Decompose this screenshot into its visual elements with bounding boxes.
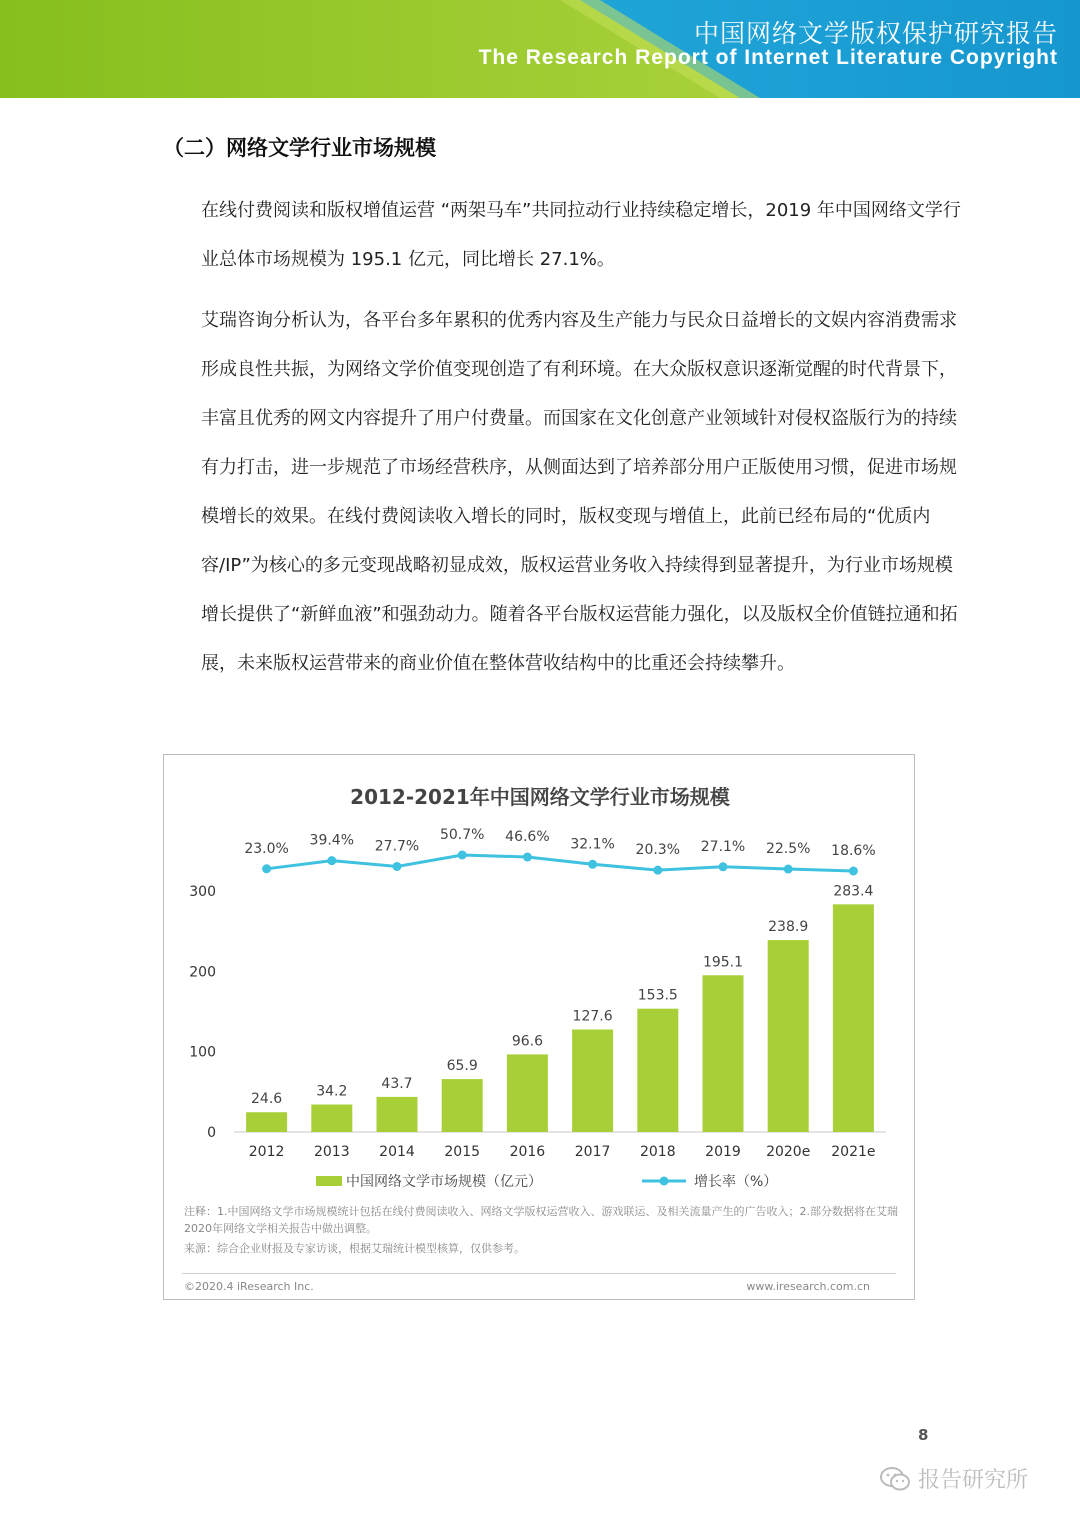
growth-rate-point	[719, 862, 728, 871]
watermark-text: 报告研究所	[918, 1468, 1029, 1493]
bar	[246, 1112, 287, 1132]
growth-rate-point	[262, 864, 271, 873]
growth-rate-label: 20.3%	[635, 842, 681, 859]
bar-value-label: 153.5	[637, 987, 678, 1004]
chart-note: 注释：1.中国网络文学市场规模统计包括在线付费阅读收入、网络文学版权运营收入、游戏联运、及相关流量产生的广告收入；2.部分数据将在艾瑞2020年网络文学相关报告中做出调整。	[184, 1205, 898, 1235]
growth-rate-label: 27.7%	[374, 838, 420, 855]
bar-value-label: 96.6	[511, 1033, 543, 1050]
bar-value-label: 195.1	[702, 954, 744, 971]
bar-value-label: 238.9	[768, 919, 809, 936]
chart-copyright: ©2020.4 iResearch Inc.	[184, 1280, 314, 1293]
x-tick-label: 2016	[509, 1144, 546, 1160]
page-header	[0, 0, 1080, 98]
legend-line-marker	[660, 1177, 669, 1186]
bar-value-label: 65.9	[446, 1058, 478, 1075]
growth-rate-point	[588, 860, 597, 869]
page-number: 8	[918, 1426, 929, 1444]
bar	[768, 940, 809, 1132]
growth-rate-label: 39.4%	[309, 832, 355, 849]
bar	[833, 904, 874, 1132]
x-tick-label: 2020e	[766, 1144, 811, 1160]
growth-rate-point	[784, 865, 793, 874]
bar	[442, 1079, 483, 1132]
growth-rate-label: 22.5%	[765, 841, 811, 858]
market-size-chart	[164, 755, 916, 1195]
x-tick-label: 2017	[574, 1144, 611, 1160]
growth-rate-label: 32.1%	[570, 836, 615, 853]
growth-rate-label: 18.6%	[831, 843, 876, 859]
growth-rate-label: 23.0%	[244, 840, 289, 857]
paragraph-1: 在线付费阅读和版权增值运营 “两架马车”共同拉动行业持续稳定增长，2019 年中国网络文学行业总体市场规模为 195.1 亿元，同比增长 27.1%。	[201, 200, 961, 270]
chart-container	[163, 754, 915, 1300]
section-title: （二）网络文学行业市场规模	[163, 136, 436, 160]
bar-value-label: 283.4	[833, 883, 874, 900]
bar	[507, 1054, 548, 1132]
chart-title: 2012-2021年中国网络文学行业市场规模	[350, 785, 730, 809]
chart-source: 来源：综合企业财报及专家访谈，根据艾瑞统计模型核算，仅供参考。	[184, 1242, 525, 1255]
x-tick-label: 2013	[313, 1144, 350, 1160]
y-tick-label: 100	[189, 1044, 216, 1061]
bar	[703, 975, 744, 1132]
bar-value-label: 127.6	[572, 1008, 613, 1025]
legend-line-label: 增长率（%）	[694, 1174, 778, 1190]
bar	[311, 1105, 352, 1132]
growth-rate-point	[327, 856, 336, 865]
legend-bar-label: 中国网络文学市场规模（亿元）	[346, 1174, 542, 1190]
chart-site: www.iresearch.com.cn	[746, 1280, 870, 1293]
growth-rate-label: 50.7%	[439, 827, 485, 843]
watermark	[880, 1463, 1028, 1494]
bar	[572, 1029, 613, 1132]
bar	[637, 1009, 678, 1132]
x-tick-label: 2018	[639, 1144, 676, 1160]
bar	[377, 1097, 418, 1132]
legend-bar-swatch	[316, 1176, 342, 1186]
growth-rate-point	[523, 853, 532, 862]
x-tick-label: 2019	[705, 1144, 741, 1160]
bar-value-label: 24.6	[251, 1091, 283, 1108]
x-tick-label: 2012	[248, 1144, 285, 1160]
growth-rate-label: 46.6%	[505, 829, 550, 846]
header-title-en: The Research Report of Internet Literature Copyright	[478, 46, 1058, 69]
growth-rate-point	[849, 867, 858, 876]
x-tick-label: 2015	[444, 1144, 481, 1160]
growth-rate-line	[267, 855, 854, 871]
y-tick-label: 0	[207, 1125, 216, 1141]
x-tick-label: 2021e	[831, 1144, 876, 1160]
bar-value-label: 43.7	[381, 1075, 413, 1092]
growth-rate-point	[458, 851, 467, 860]
wechat-icon	[880, 1466, 910, 1492]
paragraph-2: 艾瑞咨询分析认为，各平台多年累积的优秀内容及生产能力与民众日益增长的文娱内容消费需求形成良性共振，为网络文学价值变现创造了有利环境。在大众版权意识逐渐觉醒的时代背景下，丰富且优秀的网文内容提升了用户付费量。而国家在文化创意产业领域针对侵权盗版行为的持续有力打击，进一步规范了市场经营秩序，从侧面达到了培养部分用户正版使用习惯，促进市场规模增长的效果。在线付费阅读收入增长的同时，版权变现与增值上，此前已经布局的“优质内容/IP”为核心的多元变现战略初显成效，版权运营业务收入持续得到显著提升，为行业市场规模增长提供了“新鲜血液”和强劲动力。随着各平台版权运营能力强化，以及版权全价值链拉通和拓展，未来版权运营带来的商业价值在整体营收结构中的比重还会持续攀升。	[201, 310, 958, 674]
growth-rate-point	[653, 866, 662, 875]
growth-rate-label: 27.1%	[700, 838, 746, 855]
chart-footer-divider	[182, 1273, 896, 1274]
x-tick-label: 2014	[379, 1144, 415, 1160]
y-tick-label: 300	[189, 884, 216, 900]
header-title-cn: 中国网络文学版权保护研究报告	[693, 19, 1058, 48]
y-tick-label: 200	[189, 964, 216, 981]
growth-rate-point	[393, 862, 402, 871]
bar-value-label: 34.2	[316, 1083, 348, 1100]
